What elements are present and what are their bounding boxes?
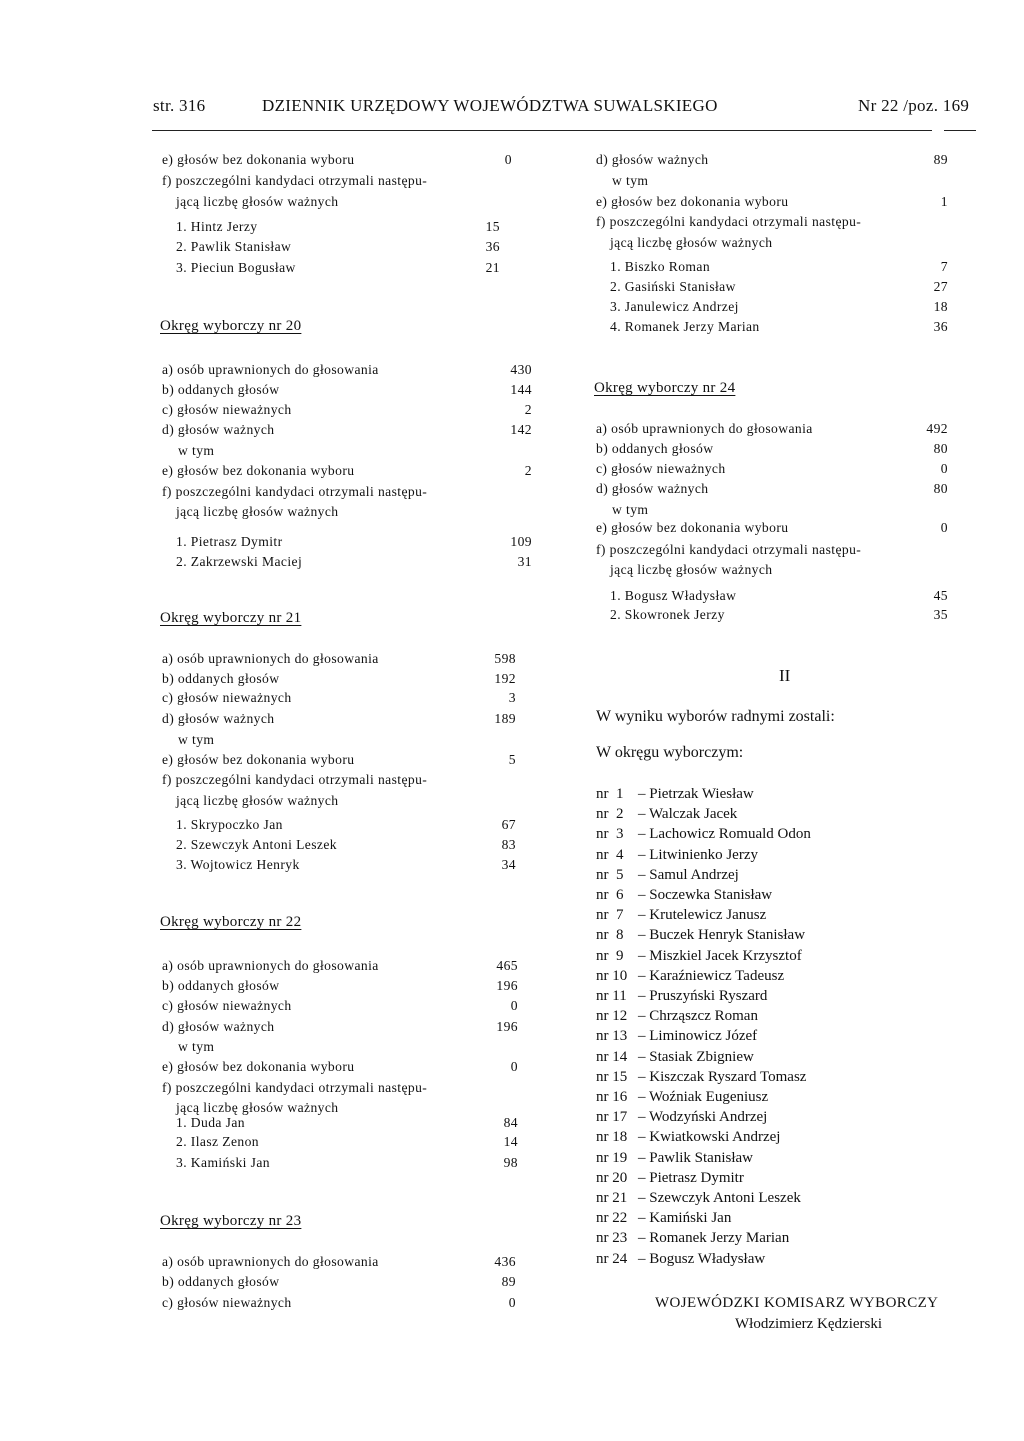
- e-value: 0: [504, 152, 512, 167]
- left-column: [160, 0, 532, 1441]
- elected-row: [596, 968, 784, 985]
- councillor-name: – Woźniak Eugeniusz: [638, 1089, 769, 1105]
- elected-row: [596, 1008, 758, 1025]
- candidate-name: 3. Janulewicz Andrzej: [610, 299, 739, 314]
- c-label: c) głosów nieważnych: [162, 1295, 292, 1310]
- page-number: str. 316: [153, 96, 206, 115]
- candidate-name: 2. Szewczyk Antoni Leszek: [176, 837, 337, 852]
- c-label: c) głosów nieważnych: [596, 461, 726, 476]
- e-label: e) głosów bez dokonania wyboru: [162, 152, 355, 167]
- councillor-name: – Buczek Henryk Stanisław: [638, 927, 806, 944]
- candidate-name: 3. Pieciun Bogusław: [176, 260, 296, 275]
- councillor-name: – Pietrzak Wiesław: [638, 786, 754, 802]
- commissioner-title: WOJEWÓDZKI KOMISARZ WYBORCZY: [655, 1295, 939, 1311]
- candidate-name: 1. Pietrasz Dymitr: [176, 534, 283, 549]
- a-label: a) osób uprawnionych do głosowania: [162, 362, 379, 377]
- b-value: 89: [501, 1274, 516, 1289]
- f-label: f) poszczególni kandydaci otrzymali następu-: [162, 772, 428, 787]
- results-subheading: W okręgu wyborczym:: [596, 744, 744, 761]
- district-23-title: Okręg wyborczy nr 23: [160, 1213, 302, 1229]
- district-20-title: Okręg wyborczy nr 20: [160, 318, 302, 334]
- elected-row: [596, 1028, 757, 1045]
- candidate-votes: 34: [501, 857, 516, 872]
- district-number: nr 10: [596, 967, 628, 984]
- e-label: e) głosów bez dokonania wyboru: [162, 1059, 355, 1074]
- w-tym: w tym: [612, 502, 649, 517]
- e-label: e) głosów bez dokonania wyboru: [162, 752, 355, 767]
- w-tym: w tym: [178, 732, 215, 747]
- elected-row: [596, 1049, 754, 1066]
- d-label: d) głosów ważnych: [162, 422, 275, 437]
- district-number: nr 13: [596, 1028, 628, 1045]
- candidate-votes: 15: [485, 219, 500, 234]
- c-value: 0: [510, 998, 518, 1013]
- district-number: nr 3: [596, 826, 624, 843]
- e-label: e) głosów bez dokonania wyboru: [596, 520, 789, 535]
- c-label: c) głosów nieważnych: [162, 690, 292, 705]
- a-label: a) osób uprawnionych do głosowania: [162, 958, 379, 973]
- candidate-name: 2. Pawlik Stanisław: [176, 239, 292, 254]
- candidate-votes: 98: [503, 1155, 518, 1170]
- candidate-name: 2. Gasiński Stanisław: [610, 279, 736, 294]
- candidate-name: 1. Bogusz Władysław: [610, 588, 737, 603]
- candidate-votes: 31: [517, 554, 532, 569]
- councillor-name: – Karaźniewicz Tadeusz: [638, 967, 785, 984]
- district-number: nr 15: [596, 1068, 628, 1085]
- candidate-votes: 21: [485, 260, 500, 275]
- b-value: 196: [496, 978, 518, 993]
- f-label: f) poszczególni kandydaci otrzymali następu-: [596, 542, 862, 557]
- district-number: nr 20: [596, 1169, 628, 1186]
- councillor-name: – Wodzyński Andrzej: [638, 1109, 768, 1126]
- a-value: 598: [494, 651, 516, 666]
- elected-row: [596, 1150, 753, 1167]
- elected-row: [596, 867, 739, 884]
- councillor-name: – Pruszyński Ryszard: [638, 988, 768, 1004]
- d-value: 142: [510, 422, 532, 437]
- candidate-votes: 45: [933, 588, 948, 603]
- elected-row: [596, 1069, 806, 1086]
- elected-row: [596, 988, 767, 1005]
- f-label: f) poszczególni kandydaci otrzymali następu-: [596, 214, 862, 229]
- elected-row: [596, 887, 772, 904]
- e-label: e) głosów bez dokonania wyboru: [162, 463, 355, 478]
- d-value: 196: [496, 1019, 518, 1034]
- councillor-name: – Miszkiel Jacek Krzysztof: [638, 947, 802, 964]
- e-value: 2: [524, 463, 532, 478]
- d-label: d) głosów ważnych: [162, 1019, 275, 1034]
- a-value: 492: [926, 421, 948, 436]
- b-value: 80: [933, 441, 948, 456]
- district-number: nr 9: [596, 947, 624, 964]
- e-value: 0: [940, 520, 948, 535]
- c-label: c) głosów nieważnych: [162, 998, 292, 1013]
- councillor-name: – Samul Andrzej: [638, 866, 739, 883]
- candidate-name: 3. Wojtowicz Henryk: [176, 857, 300, 872]
- district-number: nr 17: [596, 1109, 628, 1126]
- candidate-votes: 67: [501, 817, 516, 832]
- district-number: nr 12: [596, 1008, 628, 1025]
- f-label-cont: jącą liczbę głosów ważnych: [176, 194, 339, 209]
- councillor-name: – Liminowicz Józef: [638, 1028, 758, 1045]
- district-number: nr 8: [596, 927, 624, 944]
- candidate-votes: 84: [503, 1115, 518, 1130]
- d-value: 189: [494, 711, 516, 726]
- councillor-name: – Pietrasz Dymitr: [638, 1169, 744, 1186]
- c-value: 0: [940, 461, 948, 476]
- councillor-name: – Szewczyk Antoni Leszek: [638, 1190, 801, 1206]
- councillor-name: – Pawlik Stanisław: [638, 1149, 753, 1166]
- candidate-name: 1. Hintz Jerzy: [176, 219, 258, 234]
- d-value: 80: [933, 481, 948, 496]
- district-number: nr 5: [596, 866, 624, 883]
- w-tym: w tym: [178, 443, 215, 458]
- councillor-name: – Romanek Jerzy Marian: [638, 1230, 790, 1247]
- candidate-votes: 7: [940, 259, 948, 274]
- district-number: nr 16: [596, 1089, 628, 1105]
- district-number: nr 14: [596, 1048, 628, 1065]
- header-rule-short: [944, 130, 976, 131]
- f-label: f) poszczególni kandydaci otrzymali następu-: [162, 484, 428, 499]
- candidate-name: 3. Kamiński Jan: [176, 1155, 270, 1170]
- councillor-name: – Stasiak Zbigniew: [638, 1048, 754, 1065]
- candidate-name: 2. Ilasz Zenon: [176, 1134, 259, 1149]
- a-value: 430: [510, 362, 532, 377]
- candidate-votes: 36: [933, 319, 948, 334]
- councillor-name: – Soczewka Stanisław: [638, 887, 773, 903]
- councillor-name: – Bogusz Władysław: [638, 1250, 766, 1267]
- b-label: b) oddanych głosów: [162, 1274, 280, 1289]
- c-label: c) głosów nieważnych: [162, 402, 292, 417]
- a-label: a) osób uprawnionych do głosowania: [596, 421, 813, 436]
- elected-row: [596, 907, 766, 924]
- c-value: 3: [508, 690, 516, 705]
- b-value: 192: [494, 671, 516, 686]
- journal-title: DZIENNIK URZĘDOWY WOJEWÓDZTWA SUWALSKIEGO: [262, 96, 718, 115]
- district-number: nr 6: [596, 887, 624, 903]
- elected-row: [596, 948, 802, 965]
- candidate-name: 1. Skrypoczko Jan: [176, 817, 283, 832]
- a-value: 436: [494, 1254, 516, 1269]
- councillor-name: – Kamiński Jan: [638, 1210, 732, 1227]
- elected-row: [596, 806, 737, 823]
- b-label: b) oddanych głosów: [162, 671, 280, 686]
- f-label-cont: jącą liczbę głosów ważnych: [176, 793, 339, 808]
- d-label: d) głosów ważnych: [596, 481, 709, 496]
- w-tym: w tym: [178, 1039, 215, 1054]
- elected-row: [596, 1210, 731, 1227]
- councillor-name: – Krutelewicz Janusz: [638, 907, 767, 924]
- candidate-name: 4. Romanek Jerzy Marian: [610, 319, 760, 334]
- b-label: b) oddanych głosów: [162, 382, 280, 397]
- district-number: nr 24: [596, 1250, 628, 1267]
- district-number: nr 2: [596, 806, 624, 823]
- district-number: nr 4: [596, 846, 624, 863]
- a-label: a) osób uprawnionych do głosowania: [162, 1254, 379, 1269]
- elected-row: [596, 1251, 765, 1268]
- candidate-name: 2. Skowronek Jerzy: [610, 607, 725, 622]
- elected-row: [596, 826, 811, 843]
- e-value: 5: [508, 752, 516, 767]
- councillor-name: – Litwinienko Jerzy: [638, 846, 758, 863]
- c-value: 0: [508, 1295, 516, 1310]
- issue-number: Nr 22 /poz. 169: [858, 96, 970, 115]
- d-value: 89: [933, 152, 948, 167]
- candidate-name: 1. Biszko Roman: [610, 259, 711, 274]
- section-roman-numeral: II: [779, 666, 791, 685]
- a-label: a) osób uprawnionych do głosowania: [162, 651, 379, 666]
- d-label: d) głosów ważnych: [162, 711, 275, 726]
- councillor-name: – Walczak Jacek: [638, 806, 738, 823]
- d-label: d) głosów ważnych: [596, 152, 709, 167]
- elected-row: [596, 1230, 789, 1247]
- candidate-name: 2. Zakrzewski Maciej: [176, 554, 303, 569]
- elected-row: [596, 1129, 780, 1146]
- candidate-name: 1. Duda Jan: [176, 1115, 245, 1130]
- elected-row: [596, 847, 758, 864]
- e-value: 0: [510, 1059, 518, 1074]
- e-value: 1: [940, 194, 948, 209]
- w-tym: w tym: [612, 173, 649, 188]
- candidate-votes: 27: [933, 279, 948, 294]
- elected-row: [596, 786, 754, 803]
- councillor-name: – Kiszczak Ryszard Tomasz: [638, 1068, 807, 1085]
- f-label: f) poszczególni kandydaci otrzymali następu-: [162, 173, 428, 188]
- councillor-name: – Lachowicz Romuald Odon: [638, 826, 811, 843]
- candidate-votes: 109: [510, 534, 532, 549]
- a-value: 465: [496, 958, 518, 973]
- district-number: nr 18: [596, 1129, 628, 1146]
- elected-row: [596, 1190, 801, 1207]
- candidate-votes: 35: [933, 607, 948, 622]
- elected-row: [596, 1089, 768, 1106]
- district-number: nr 7: [596, 907, 624, 924]
- councillor-name: – Chrząszcz Roman: [638, 1008, 758, 1025]
- district-number: nr 1: [596, 786, 624, 802]
- candidate-votes: 36: [485, 239, 500, 254]
- district-number: nr 23: [596, 1230, 628, 1247]
- b-label: b) oddanych głosów: [596, 441, 714, 456]
- b-value: 144: [510, 382, 532, 397]
- f-label-cont: jącą liczbę głosów ważnych: [176, 1100, 339, 1115]
- results-intro: W wyniku wyborów radnymi zostali:: [596, 708, 835, 725]
- elected-row: [596, 1109, 767, 1126]
- e-label: e) głosów bez dokonania wyboru: [596, 194, 789, 209]
- district-number: nr 22: [596, 1210, 628, 1227]
- elected-row: [596, 1170, 744, 1187]
- f-label-cont: jącą liczbę głosów ważnych: [610, 235, 773, 250]
- elected-row: [596, 927, 805, 944]
- commissioner-name: Włodzimierz Kędzierski: [735, 1316, 883, 1332]
- councillor-name: – Kwiatkowski Andrzej: [638, 1129, 781, 1146]
- district-21-title: Okręg wyborczy nr 21: [160, 610, 302, 626]
- candidate-votes: 83: [501, 837, 516, 852]
- district-22-title: Okręg wyborczy nr 22: [160, 914, 302, 930]
- b-label: b) oddanych głosów: [162, 978, 280, 993]
- c-value: 2: [524, 402, 532, 417]
- f-label-cont: jącą liczbę głosów ważnych: [176, 504, 339, 519]
- district-number: nr 19: [596, 1149, 628, 1166]
- district-number: nr 21: [596, 1190, 628, 1206]
- candidate-votes: 18: [933, 299, 948, 314]
- district-number: nr 11: [596, 988, 627, 1004]
- district-24-title: Okręg wyborczy nr 24: [594, 380, 736, 396]
- candidate-votes: 14: [503, 1134, 518, 1149]
- f-label-cont: jącą liczbę głosów ważnych: [610, 562, 773, 577]
- elected-councillors-list: [596, 786, 916, 1276]
- f-label: f) poszczególni kandydaci otrzymali następu-: [162, 1080, 428, 1095]
